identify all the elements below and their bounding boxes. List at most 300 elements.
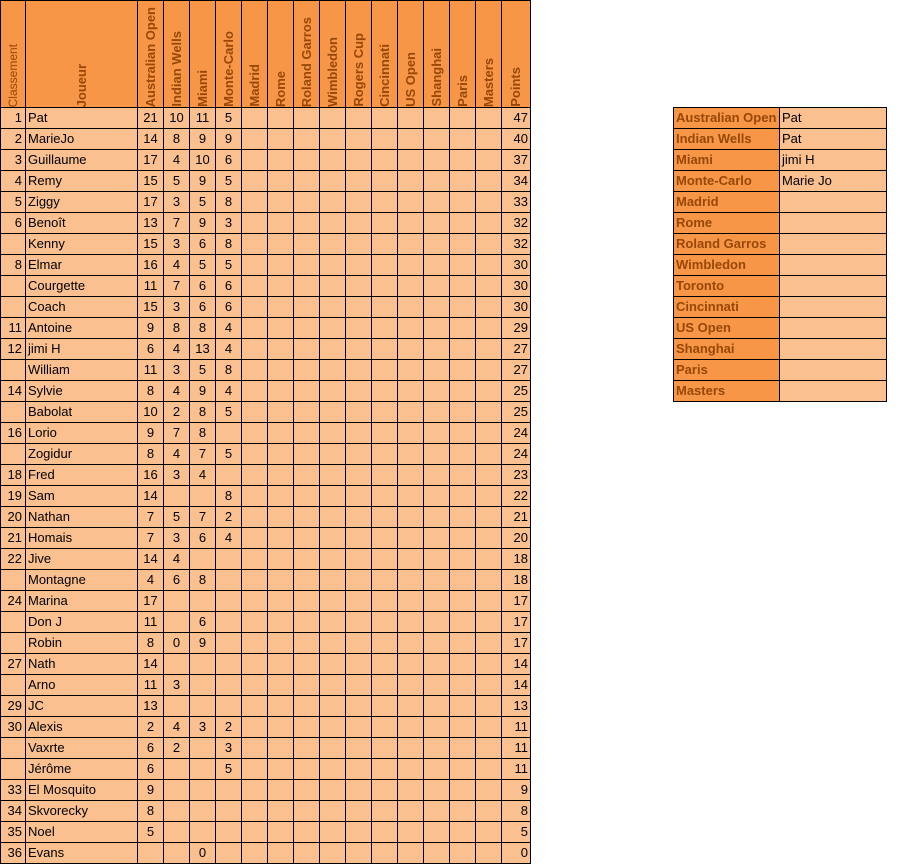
points-cell[interactable]: 13 <box>502 696 531 717</box>
score-cell[interactable] <box>450 234 476 255</box>
score-cell[interactable] <box>398 276 424 297</box>
score-cell[interactable] <box>320 402 346 423</box>
score-cell[interactable] <box>346 318 372 339</box>
score-cell[interactable] <box>164 612 190 633</box>
score-cell[interactable] <box>294 654 320 675</box>
score-cell[interactable] <box>268 129 294 150</box>
score-cell[interactable]: 6 <box>190 234 216 255</box>
score-cell[interactable] <box>216 696 242 717</box>
points-cell[interactable]: 20 <box>502 528 531 549</box>
score-cell[interactable] <box>320 696 346 717</box>
score-cell[interactable] <box>398 297 424 318</box>
score-cell[interactable] <box>164 822 190 843</box>
score-cell[interactable] <box>424 612 450 633</box>
score-cell[interactable] <box>242 591 268 612</box>
score-cell[interactable]: 8 <box>138 633 164 654</box>
score-cell[interactable] <box>164 801 190 822</box>
score-cell[interactable] <box>346 738 372 759</box>
score-cell[interactable] <box>398 360 424 381</box>
player-name-cell[interactable]: Evans <box>26 843 138 864</box>
tournament-name-cell[interactable]: Paris <box>674 360 780 381</box>
score-cell[interactable] <box>190 591 216 612</box>
score-cell[interactable]: 7 <box>190 507 216 528</box>
score-cell[interactable] <box>476 738 502 759</box>
score-cell[interactable] <box>190 549 216 570</box>
score-cell[interactable]: 3 <box>164 234 190 255</box>
score-cell[interactable] <box>372 339 398 360</box>
score-cell[interactable] <box>164 486 190 507</box>
score-cell[interactable]: 4 <box>216 318 242 339</box>
score-cell[interactable] <box>320 759 346 780</box>
score-cell[interactable] <box>346 759 372 780</box>
score-cell[interactable] <box>268 402 294 423</box>
score-cell[interactable]: 9 <box>138 780 164 801</box>
score-cell[interactable]: 8 <box>190 402 216 423</box>
score-cell[interactable] <box>294 486 320 507</box>
score-cell[interactable]: 9 <box>138 318 164 339</box>
rank-cell[interactable] <box>1 738 26 759</box>
score-cell[interactable] <box>294 738 320 759</box>
score-cell[interactable] <box>398 843 424 864</box>
points-cell[interactable]: 30 <box>502 255 531 276</box>
score-cell[interactable] <box>190 486 216 507</box>
score-cell[interactable] <box>476 570 502 591</box>
header-cell-tournament[interactable] <box>190 1 216 108</box>
score-cell[interactable] <box>450 570 476 591</box>
score-cell[interactable]: 9 <box>138 423 164 444</box>
score-cell[interactable] <box>476 360 502 381</box>
player-name-cell[interactable]: Kenny <box>26 234 138 255</box>
score-cell[interactable] <box>268 423 294 444</box>
score-cell[interactable] <box>372 717 398 738</box>
score-cell[interactable] <box>190 780 216 801</box>
score-cell[interactable]: 13 <box>138 696 164 717</box>
score-cell[interactable] <box>398 381 424 402</box>
rank-cell[interactable]: 14 <box>1 381 26 402</box>
score-cell[interactable] <box>294 528 320 549</box>
score-cell[interactable] <box>398 738 424 759</box>
score-cell[interactable]: 11 <box>190 108 216 129</box>
score-cell[interactable] <box>320 570 346 591</box>
score-cell[interactable] <box>476 297 502 318</box>
score-cell[interactable] <box>216 423 242 444</box>
score-cell[interactable] <box>424 507 450 528</box>
score-cell[interactable]: 3 <box>164 360 190 381</box>
score-cell[interactable] <box>242 507 268 528</box>
score-cell[interactable] <box>398 591 424 612</box>
rank-cell[interactable] <box>1 570 26 591</box>
tournament-winner-cell[interactable]: Pat <box>780 108 887 129</box>
score-cell[interactable] <box>320 612 346 633</box>
score-cell[interactable] <box>268 192 294 213</box>
tournament-name-cell[interactable]: Madrid <box>674 192 780 213</box>
score-cell[interactable] <box>476 696 502 717</box>
score-cell[interactable] <box>346 633 372 654</box>
score-cell[interactable] <box>294 801 320 822</box>
score-cell[interactable] <box>424 528 450 549</box>
score-cell[interactable] <box>216 633 242 654</box>
score-cell[interactable] <box>346 297 372 318</box>
player-name-cell[interactable]: Noel <box>26 822 138 843</box>
tournament-winner-cell[interactable] <box>780 318 887 339</box>
score-cell[interactable] <box>372 612 398 633</box>
score-cell[interactable]: 7 <box>164 213 190 234</box>
player-name-cell[interactable]: Nath <box>26 654 138 675</box>
score-cell[interactable] <box>294 549 320 570</box>
player-name-cell[interactable]: Babolat <box>26 402 138 423</box>
score-cell[interactable]: 6 <box>216 297 242 318</box>
score-cell[interactable] <box>372 171 398 192</box>
rank-cell[interactable]: 21 <box>1 528 26 549</box>
score-cell[interactable]: 14 <box>138 549 164 570</box>
score-cell[interactable] <box>294 717 320 738</box>
header-cell-tournament[interactable] <box>216 1 242 108</box>
score-cell[interactable] <box>242 738 268 759</box>
score-cell[interactable]: 6 <box>164 570 190 591</box>
score-cell[interactable] <box>346 843 372 864</box>
score-cell[interactable] <box>476 843 502 864</box>
points-cell[interactable]: 11 <box>502 738 531 759</box>
score-cell[interactable] <box>190 696 216 717</box>
score-cell[interactable] <box>476 402 502 423</box>
score-cell[interactable] <box>398 171 424 192</box>
score-cell[interactable] <box>372 108 398 129</box>
score-cell[interactable]: 10 <box>164 108 190 129</box>
header-cell-tournament[interactable] <box>424 1 450 108</box>
score-cell[interactable] <box>372 150 398 171</box>
score-cell[interactable]: 3 <box>164 675 190 696</box>
score-cell[interactable] <box>450 549 476 570</box>
score-cell[interactable] <box>346 801 372 822</box>
score-cell[interactable]: 3 <box>164 192 190 213</box>
score-cell[interactable] <box>372 129 398 150</box>
score-cell[interactable] <box>372 297 398 318</box>
score-cell[interactable] <box>424 108 450 129</box>
tournament-name-cell[interactable]: Australian Open <box>674 108 780 129</box>
score-cell[interactable] <box>450 444 476 465</box>
score-cell[interactable] <box>424 213 450 234</box>
rank-cell[interactable]: 8 <box>1 255 26 276</box>
tournament-winner-cell[interactable] <box>780 381 887 402</box>
points-cell[interactable]: 30 <box>502 276 531 297</box>
player-name-cell[interactable]: Jive <box>26 549 138 570</box>
score-cell[interactable] <box>476 780 502 801</box>
score-cell[interactable] <box>320 171 346 192</box>
rank-cell[interactable]: 11 <box>1 318 26 339</box>
points-cell[interactable]: 0 <box>502 843 531 864</box>
score-cell[interactable] <box>268 234 294 255</box>
score-cell[interactable] <box>424 318 450 339</box>
player-name-cell[interactable]: Remy <box>26 171 138 192</box>
rank-cell[interactable] <box>1 234 26 255</box>
score-cell[interactable]: 9 <box>190 633 216 654</box>
tournament-name-cell[interactable]: Rome <box>674 213 780 234</box>
score-cell[interactable] <box>398 717 424 738</box>
score-cell[interactable]: 4 <box>216 528 242 549</box>
score-cell[interactable] <box>242 759 268 780</box>
score-cell[interactable] <box>476 108 502 129</box>
score-cell[interactable]: 8 <box>190 318 216 339</box>
score-cell[interactable] <box>476 801 502 822</box>
points-cell[interactable]: 27 <box>502 339 531 360</box>
score-cell[interactable]: 8 <box>138 381 164 402</box>
score-cell[interactable]: 8 <box>216 486 242 507</box>
player-name-cell[interactable]: William <box>26 360 138 381</box>
score-cell[interactable] <box>242 108 268 129</box>
rank-cell[interactable]: 33 <box>1 780 26 801</box>
score-cell[interactable]: 8 <box>190 570 216 591</box>
score-cell[interactable]: 8 <box>216 234 242 255</box>
score-cell[interactable] <box>450 276 476 297</box>
score-cell[interactable] <box>476 213 502 234</box>
score-cell[interactable] <box>450 822 476 843</box>
score-cell[interactable] <box>242 213 268 234</box>
player-name-cell[interactable]: Vaxrte <box>26 738 138 759</box>
points-cell[interactable]: 8 <box>502 801 531 822</box>
player-name-cell[interactable]: El Mosquito <box>26 780 138 801</box>
score-cell[interactable] <box>372 801 398 822</box>
score-cell[interactable]: 3 <box>190 717 216 738</box>
score-cell[interactable]: 8 <box>216 360 242 381</box>
score-cell[interactable] <box>424 675 450 696</box>
score-cell[interactable] <box>242 129 268 150</box>
points-cell[interactable]: 32 <box>502 234 531 255</box>
score-cell[interactable] <box>476 255 502 276</box>
score-cell[interactable]: 7 <box>190 444 216 465</box>
score-cell[interactable]: 16 <box>138 255 164 276</box>
score-cell[interactable]: 5 <box>216 255 242 276</box>
score-cell[interactable] <box>268 276 294 297</box>
score-cell[interactable] <box>346 570 372 591</box>
score-cell[interactable] <box>450 696 476 717</box>
score-cell[interactable]: 6 <box>190 612 216 633</box>
score-cell[interactable] <box>372 276 398 297</box>
score-cell[interactable] <box>320 633 346 654</box>
score-cell[interactable]: 3 <box>164 297 190 318</box>
score-cell[interactable] <box>346 612 372 633</box>
score-cell[interactable] <box>398 528 424 549</box>
score-cell[interactable] <box>424 549 450 570</box>
tournament-winner-cell[interactable]: jimi H <box>780 150 887 171</box>
score-cell[interactable] <box>268 759 294 780</box>
score-cell[interactable] <box>242 612 268 633</box>
score-cell[interactable]: 2 <box>216 717 242 738</box>
score-cell[interactable]: 5 <box>164 507 190 528</box>
score-cell[interactable] <box>450 843 476 864</box>
score-cell[interactable] <box>346 255 372 276</box>
score-cell[interactable] <box>346 780 372 801</box>
score-cell[interactable]: 0 <box>164 633 190 654</box>
player-name-cell[interactable]: Coach <box>26 297 138 318</box>
score-cell[interactable] <box>372 192 398 213</box>
score-cell[interactable]: 2 <box>216 507 242 528</box>
points-cell[interactable]: 29 <box>502 318 531 339</box>
points-cell[interactable]: 33 <box>502 192 531 213</box>
score-cell[interactable] <box>372 675 398 696</box>
score-cell[interactable] <box>294 696 320 717</box>
score-cell[interactable] <box>138 843 164 864</box>
score-cell[interactable] <box>164 654 190 675</box>
player-name-cell[interactable]: Nathan <box>26 507 138 528</box>
score-cell[interactable] <box>398 339 424 360</box>
score-cell[interactable] <box>424 150 450 171</box>
rank-cell[interactable]: 3 <box>1 150 26 171</box>
points-cell[interactable]: 17 <box>502 612 531 633</box>
score-cell[interactable] <box>294 213 320 234</box>
tournament-name-cell[interactable]: Indian Wells <box>674 129 780 150</box>
score-cell[interactable] <box>372 633 398 654</box>
score-cell[interactable] <box>372 234 398 255</box>
score-cell[interactable] <box>398 696 424 717</box>
score-cell[interactable] <box>320 129 346 150</box>
score-cell[interactable] <box>190 822 216 843</box>
score-cell[interactable]: 8 <box>164 318 190 339</box>
score-cell[interactable] <box>346 402 372 423</box>
score-cell[interactable] <box>294 570 320 591</box>
score-cell[interactable] <box>424 696 450 717</box>
tournament-winner-cell[interactable] <box>780 297 887 318</box>
score-cell[interactable] <box>268 339 294 360</box>
score-cell[interactable] <box>164 591 190 612</box>
score-cell[interactable] <box>242 633 268 654</box>
score-cell[interactable] <box>424 822 450 843</box>
score-cell[interactable] <box>294 381 320 402</box>
score-cell[interactable]: 13 <box>190 339 216 360</box>
score-cell[interactable] <box>346 171 372 192</box>
points-cell[interactable]: 17 <box>502 633 531 654</box>
player-name-cell[interactable]: Lorio <box>26 423 138 444</box>
score-cell[interactable] <box>190 675 216 696</box>
score-cell[interactable]: 5 <box>216 402 242 423</box>
score-cell[interactable]: 4 <box>164 444 190 465</box>
score-cell[interactable]: 7 <box>138 528 164 549</box>
score-cell[interactable] <box>346 486 372 507</box>
score-cell[interactable] <box>320 465 346 486</box>
score-cell[interactable] <box>450 213 476 234</box>
header-cell-tournament[interactable] <box>346 1 372 108</box>
score-cell[interactable] <box>398 675 424 696</box>
score-cell[interactable] <box>268 108 294 129</box>
rank-cell[interactable] <box>1 759 26 780</box>
points-cell[interactable]: 17 <box>502 591 531 612</box>
score-cell[interactable] <box>346 507 372 528</box>
score-cell[interactable] <box>372 213 398 234</box>
score-cell[interactable] <box>320 780 346 801</box>
score-cell[interactable] <box>424 654 450 675</box>
score-cell[interactable] <box>372 318 398 339</box>
score-cell[interactable]: 5 <box>138 822 164 843</box>
score-cell[interactable] <box>424 255 450 276</box>
score-cell[interactable]: 6 <box>190 297 216 318</box>
points-cell[interactable]: 30 <box>502 297 531 318</box>
score-cell[interactable] <box>320 276 346 297</box>
player-name-cell[interactable]: Antoine <box>26 318 138 339</box>
score-cell[interactable] <box>268 738 294 759</box>
score-cell[interactable] <box>346 591 372 612</box>
score-cell[interactable] <box>242 675 268 696</box>
score-cell[interactable] <box>320 654 346 675</box>
score-cell[interactable] <box>346 444 372 465</box>
tournament-winner-cell[interactable] <box>780 276 887 297</box>
score-cell[interactable]: 4 <box>138 570 164 591</box>
score-cell[interactable]: 9 <box>216 129 242 150</box>
points-cell[interactable]: 14 <box>502 654 531 675</box>
score-cell[interactable] <box>190 801 216 822</box>
score-cell[interactable]: 7 <box>138 507 164 528</box>
score-cell[interactable] <box>242 780 268 801</box>
score-cell[interactable] <box>242 360 268 381</box>
score-cell[interactable] <box>476 465 502 486</box>
score-cell[interactable] <box>294 129 320 150</box>
score-cell[interactable]: 8 <box>138 444 164 465</box>
score-cell[interactable] <box>450 171 476 192</box>
score-cell[interactable]: 3 <box>164 528 190 549</box>
score-cell[interactable] <box>268 822 294 843</box>
header-cell-tournament[interactable] <box>476 1 502 108</box>
rank-cell[interactable]: 20 <box>1 507 26 528</box>
score-cell[interactable]: 17 <box>138 150 164 171</box>
header-cell-classement[interactable] <box>1 1 26 108</box>
score-cell[interactable] <box>294 150 320 171</box>
score-cell[interactable] <box>398 654 424 675</box>
score-cell[interactable] <box>320 360 346 381</box>
score-cell[interactable] <box>216 843 242 864</box>
score-cell[interactable] <box>320 675 346 696</box>
score-cell[interactable] <box>346 129 372 150</box>
score-cell[interactable] <box>424 276 450 297</box>
player-name-cell[interactable]: Don J <box>26 612 138 633</box>
score-cell[interactable] <box>476 381 502 402</box>
tournament-winner-cell[interactable] <box>780 255 887 276</box>
score-cell[interactable] <box>372 423 398 444</box>
score-cell[interactable] <box>268 717 294 738</box>
score-cell[interactable] <box>398 633 424 654</box>
score-cell[interactable] <box>476 192 502 213</box>
score-cell[interactable]: 15 <box>138 234 164 255</box>
score-cell[interactable] <box>320 297 346 318</box>
score-cell[interactable] <box>450 465 476 486</box>
score-cell[interactable] <box>320 528 346 549</box>
score-cell[interactable] <box>346 192 372 213</box>
rank-cell[interactable]: 19 <box>1 486 26 507</box>
score-cell[interactable] <box>268 507 294 528</box>
tournament-name-cell[interactable]: Masters <box>674 381 780 402</box>
score-cell[interactable] <box>424 717 450 738</box>
score-cell[interactable] <box>424 381 450 402</box>
score-cell[interactable] <box>242 381 268 402</box>
score-cell[interactable] <box>320 234 346 255</box>
score-cell[interactable] <box>216 465 242 486</box>
header-cell-tournament[interactable] <box>450 1 476 108</box>
player-name-cell[interactable]: Marina <box>26 591 138 612</box>
score-cell[interactable]: 6 <box>138 759 164 780</box>
score-cell[interactable] <box>268 675 294 696</box>
score-cell[interactable] <box>372 255 398 276</box>
score-cell[interactable] <box>450 591 476 612</box>
score-cell[interactable] <box>398 801 424 822</box>
score-cell[interactable] <box>268 570 294 591</box>
score-cell[interactable] <box>476 717 502 738</box>
score-cell[interactable] <box>372 402 398 423</box>
player-name-cell[interactable]: Elmar <box>26 255 138 276</box>
score-cell[interactable] <box>398 255 424 276</box>
score-cell[interactable] <box>476 339 502 360</box>
score-cell[interactable]: 3 <box>216 213 242 234</box>
score-cell[interactable] <box>398 108 424 129</box>
points-cell[interactable]: 32 <box>502 213 531 234</box>
score-cell[interactable] <box>398 780 424 801</box>
score-cell[interactable] <box>242 843 268 864</box>
